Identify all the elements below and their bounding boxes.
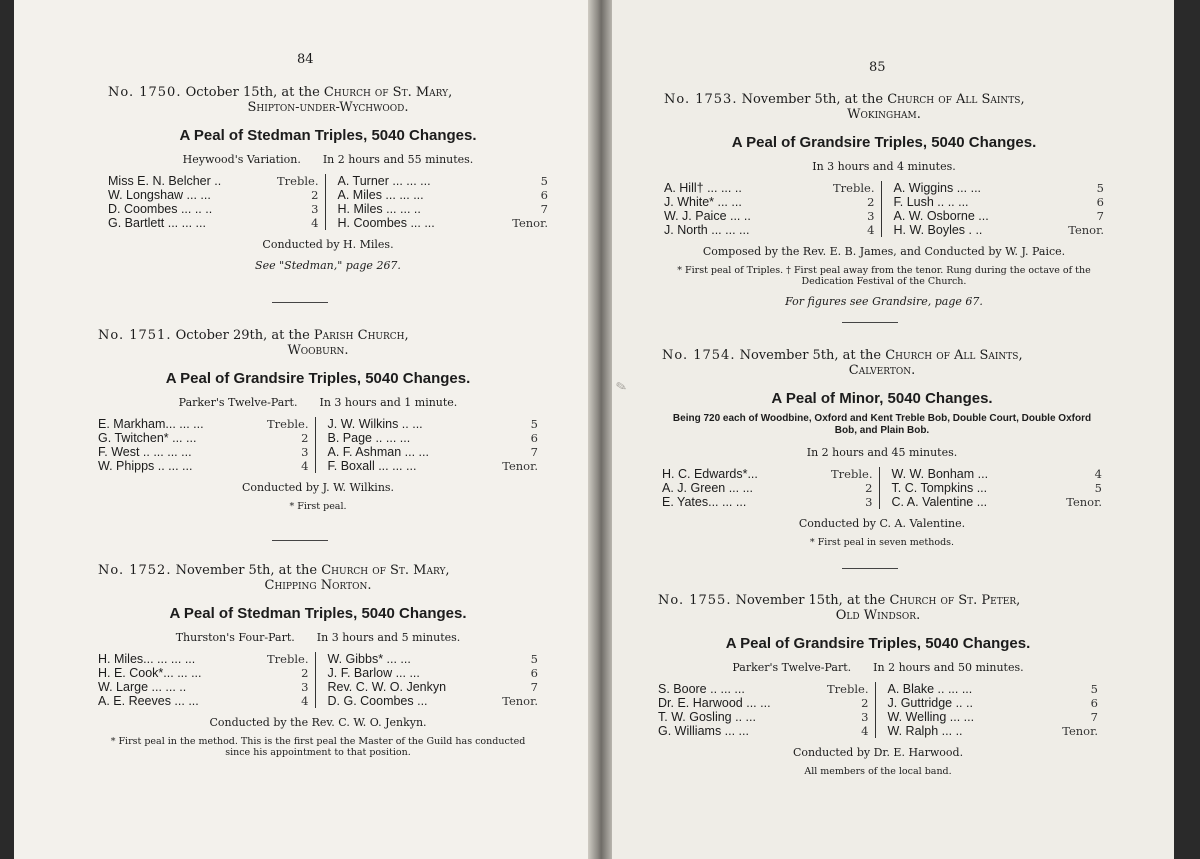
- peal-conductor: Conducted by C. A. Valentine.: [798, 517, 966, 530]
- method-note: Parker's Twelve-Part.: [732, 661, 852, 674]
- ringer-name: F. West .. ... ... ...: [98, 445, 192, 459]
- ringers-table: [664, 181, 1104, 237]
- bell-position: 6: [530, 431, 538, 445]
- ringer-row: [98, 666, 309, 680]
- ringer-name: T. C. Tompkins ...: [891, 481, 988, 495]
- ringer-name: H. Miles... ... ... ...: [98, 652, 196, 666]
- ringer-row: [338, 216, 549, 230]
- bell-position: 6: [540, 188, 548, 202]
- bell-position: 4: [867, 223, 875, 237]
- peal-method-line: [108, 153, 548, 166]
- ringer-row: [888, 682, 1099, 696]
- ringer-name: J. North ... ... ...: [664, 223, 750, 237]
- ringers-column-right: [876, 682, 1099, 738]
- ringer-name: D. G. Coombes ...: [327, 694, 428, 708]
- ringer-row: [328, 459, 539, 473]
- ringer-name: W. Gibbs* ... ...: [327, 652, 411, 666]
- peal-reference: For figures see Grandsire, page 67.: [785, 295, 983, 308]
- ringer-row: [108, 188, 319, 202]
- ringers-column-left: [98, 417, 316, 473]
- peal-method-line: [98, 631, 538, 644]
- peal-duration: In 3 hours and 1 minute.: [319, 396, 458, 409]
- ringer-row: [658, 696, 869, 710]
- ringer-row: [108, 216, 319, 230]
- ringer-name: J. W. Wilkins .. ...: [327, 417, 423, 431]
- ringer-name: Dr. E. Harwood ... ...: [658, 696, 771, 710]
- ringer-row: [664, 209, 875, 223]
- ringer-row: [328, 680, 539, 694]
- peal-conductor: Conducted by the Rev. C. W. O. Jenkyn.: [209, 716, 427, 729]
- ringer-name: H. W. Boyles . ..: [893, 223, 983, 237]
- bell-position: Treble.: [831, 467, 873, 481]
- bell-position: 6: [530, 666, 538, 680]
- bell-position: 5: [1094, 481, 1102, 495]
- peal-number: No. 1753.: [664, 92, 738, 107]
- bell-position: 2: [865, 481, 873, 495]
- bell-position: 5: [530, 417, 538, 431]
- peal-entry: [658, 593, 1098, 777]
- ringer-name: W. J. Paice ... ..: [664, 209, 751, 223]
- peal-title: A Peal of Grandsire Triples, 5040 Changes.: [731, 134, 1037, 151]
- ringer-row: [328, 694, 539, 708]
- ringer-name: A. F. Ashman ... ...: [327, 445, 429, 459]
- ringer-row: [894, 223, 1105, 237]
- ringer-name: J. F. Barlow ... ...: [327, 666, 420, 680]
- ringers-column-left: [662, 467, 880, 509]
- page-number: 85: [869, 60, 886, 75]
- ringer-name: J. White* ... ...: [664, 195, 742, 209]
- ringer-row: [98, 680, 309, 694]
- ringer-row: [98, 417, 309, 431]
- peal-entry: [108, 85, 548, 272]
- ringer-row: [98, 431, 309, 445]
- ringer-row: [338, 174, 549, 188]
- peal-number: No. 1750.: [108, 85, 182, 100]
- peal-place: Parish Church,: [313, 328, 409, 343]
- ringer-name: W. Phipps .. ... ...: [98, 459, 193, 473]
- bell-position: Treble.: [827, 682, 869, 696]
- ringer-name: W. Longshaw ... ...: [108, 188, 211, 202]
- ringer-name: G. Twitchen* ... ...: [98, 431, 197, 445]
- ringers-table: [98, 417, 538, 473]
- peal-conductor: Conducted by J. W. Wilkins.: [241, 481, 395, 494]
- bell-position: Treble.: [833, 181, 875, 195]
- ringer-row: [662, 495, 873, 509]
- peal-method-line: [662, 446, 1102, 459]
- peal-date: November 15th, at the: [735, 593, 890, 608]
- peal-date: November 5th, at the: [175, 563, 322, 578]
- peal-duration: In 2 hours and 55 minutes.: [322, 153, 474, 166]
- bell-position: 4: [301, 694, 309, 708]
- bell-position: 5: [530, 652, 538, 666]
- method-note: Parker's Twelve-Part.: [178, 396, 298, 409]
- peal-footnote: * First peal.: [289, 501, 347, 512]
- ringer-row: [108, 202, 319, 216]
- peal-date: October 15th, at the: [185, 85, 324, 100]
- ringer-row: [328, 417, 539, 431]
- ringers-column-right: [316, 417, 539, 473]
- ringer-name: F. Boxall ... ... ...: [327, 459, 417, 473]
- ringers-column-right: [316, 652, 539, 708]
- ringer-name: E. Yates... ... ...: [662, 495, 747, 509]
- bell-position: Tenor.: [1062, 724, 1098, 738]
- ringer-name: E. Markham... ... ...: [98, 417, 204, 431]
- peal-entry: [664, 92, 1104, 308]
- peal-entry: [98, 563, 538, 758]
- bell-position: 5: [1090, 682, 1098, 696]
- bell-position: 5: [540, 174, 548, 188]
- peal-title: A Peal of Grandsire Triples, 5040 Changes.: [725, 635, 1031, 652]
- ringer-name: A. Blake .. ... ...: [887, 682, 973, 696]
- bell-position: 6: [1096, 195, 1104, 209]
- ringer-row: [662, 467, 873, 481]
- bell-position: 2: [301, 666, 309, 680]
- bell-position: 3: [867, 209, 875, 223]
- peal-place-line2: Chipping Norton.: [264, 578, 372, 593]
- peal-duration: In 3 hours and 4 minutes.: [812, 160, 956, 173]
- bell-position: Tenor.: [512, 216, 548, 230]
- ringer-name: W. W. Bonham ...: [891, 467, 989, 481]
- bell-position: 4: [311, 216, 319, 230]
- bell-position: 3: [301, 680, 309, 694]
- peal-title: A Peal of Grandsire Triples, 5040 Changes.: [165, 370, 471, 387]
- ringer-name: G. Bartlett ... ... ...: [108, 216, 206, 230]
- ringer-name: B. Page .. ... ...: [327, 431, 411, 445]
- peal-footnote: All members of the local band.: [804, 766, 952, 777]
- ringers-column-left: [664, 181, 882, 237]
- peal-place-line2: Calverton.: [848, 363, 916, 378]
- ringers-column-left: [98, 652, 316, 708]
- ringer-row: [338, 202, 549, 216]
- bell-position: Tenor.: [502, 459, 538, 473]
- ringers-column-right: [882, 181, 1105, 237]
- peal-duration: In 2 hours and 45 minutes.: [806, 446, 958, 459]
- bell-position: 4: [861, 724, 869, 738]
- peal-conductor: Conducted by Dr. E. Harwood.: [792, 746, 964, 759]
- peal-duration: In 3 hours and 5 minutes.: [316, 631, 461, 644]
- bell-position: 2: [311, 188, 319, 202]
- ringer-row: [894, 181, 1105, 195]
- ringer-row: [888, 710, 1099, 724]
- ringer-name: A. E. Reeves ... ...: [98, 694, 199, 708]
- bell-position: 4: [301, 459, 309, 473]
- peal-footnote: * First peal of Triples. † First peal away from the tenor. Rung during the octave of the Dedication Festival of the Church.: [677, 265, 1091, 287]
- bell-position: 6: [1090, 696, 1098, 710]
- peal-subtitle: Being 720 each of Woodbine, Oxford and Kent Treble Bob, Double Court, Double Oxford Bob, and Plain Bob.: [672, 413, 1092, 436]
- ringer-name: S. Boore .. ... ...: [658, 682, 745, 696]
- ringer-row: [664, 223, 875, 237]
- ringer-name: J. Guttridge .. ..: [887, 696, 973, 710]
- peal-conductor: Composed by the Rev. E. B. James, and Conducted by W. J. Paice.: [702, 245, 1066, 258]
- ringer-name: W. Large ... ... ..: [98, 680, 187, 694]
- ringers-table: [658, 682, 1098, 738]
- pencil-marks: ✎: [614, 379, 629, 396]
- peal-footnote: * First peal in seven methods.: [809, 537, 955, 548]
- peal-place: Church of All Saints,: [887, 92, 1025, 107]
- peal-header: [98, 563, 538, 593]
- bell-position: Treble.: [267, 417, 309, 431]
- peal-place-line2: Old Windsor.: [835, 608, 921, 623]
- bell-position: 5: [1096, 181, 1104, 195]
- ringer-row: [328, 445, 539, 459]
- peal-footnote: * First peal in the method. This is the first peal the Master of the Guild has conducted since his appointment to that position.: [110, 736, 526, 758]
- bell-position: 4: [1094, 467, 1102, 481]
- ringer-row: [98, 694, 309, 708]
- section-divider: [842, 568, 898, 569]
- ringer-name: C. A. Valentine ...: [891, 495, 988, 509]
- ringers-table: [108, 174, 548, 230]
- ringer-row: [892, 467, 1103, 481]
- bell-position: Tenor.: [502, 694, 538, 708]
- peal-number: No. 1752.: [98, 563, 172, 578]
- ringer-name: H. C. Edwards*...: [662, 467, 758, 481]
- bell-position: 3: [865, 495, 873, 509]
- bell-position: 7: [1090, 710, 1098, 724]
- bell-position: 2: [301, 431, 309, 445]
- book-gutter: [588, 0, 612, 859]
- peal-place: Church of St. Mary,: [323, 85, 453, 100]
- peal-number: No. 1754.: [662, 348, 736, 363]
- ringer-row: [328, 431, 539, 445]
- peal-place: Church of St. Peter,: [889, 593, 1021, 608]
- ringer-name: G. Williams ... ...: [658, 724, 749, 738]
- bell-position: 7: [1096, 209, 1104, 223]
- ringer-row: [892, 495, 1103, 509]
- ringers-column-right: [880, 467, 1103, 509]
- ringer-row: [894, 195, 1105, 209]
- peal-date: October 29th, at the: [175, 328, 314, 343]
- ringer-name: H. Coombes ... ...: [337, 216, 435, 230]
- ringer-name: A. Hill† ... ... ..: [664, 181, 742, 195]
- bell-position: 2: [861, 696, 869, 710]
- ringer-row: [894, 209, 1105, 223]
- peal-duration: In 2 hours and 50 minutes.: [873, 661, 1024, 674]
- peal-method-line: [658, 661, 1098, 674]
- bell-position: 3: [861, 710, 869, 724]
- ringer-name: W. Ralph ... ..: [887, 724, 963, 738]
- method-note: Heywood's Variation.: [182, 153, 301, 166]
- peal-header: [108, 85, 548, 115]
- bell-position: 2: [867, 195, 875, 209]
- peal-header: [658, 593, 1098, 623]
- bell-position: Tenor.: [1066, 495, 1102, 509]
- ringers-table: [662, 467, 1102, 509]
- peal-title: A Peal of Minor, 5040 Changes.: [771, 390, 993, 407]
- ringer-name: A. Miles ... ... ...: [337, 188, 424, 202]
- bell-position: 3: [311, 202, 319, 216]
- bell-position: Tenor.: [1068, 223, 1104, 237]
- ringer-row: [338, 188, 549, 202]
- peal-title: A Peal of Stedman Triples, 5040 Changes.: [169, 605, 467, 622]
- peal-date: November 5th, at the: [741, 92, 888, 107]
- peal-place: Church of All Saints,: [885, 348, 1023, 363]
- ringer-row: [664, 181, 875, 195]
- ringer-row: [658, 724, 869, 738]
- peal-header: [664, 92, 1104, 122]
- ringer-name: Rev. C. W. O. Jenkyn: [327, 680, 447, 694]
- ringer-name: A. W. Osborne ...: [893, 209, 989, 223]
- ringers-column-left: [108, 174, 326, 230]
- peal-place-line2: Wokingham.: [847, 107, 921, 122]
- ringers-column-right: [326, 174, 549, 230]
- peal-entry: [98, 328, 538, 512]
- section-divider: [272, 540, 328, 541]
- ringer-row: [98, 652, 309, 666]
- bell-position: Treble.: [277, 174, 319, 188]
- ringers-column-left: [658, 682, 876, 738]
- ringer-row: [658, 710, 869, 724]
- section-divider: [842, 322, 898, 323]
- peal-title: A Peal of Stedman Triples, 5040 Changes.: [179, 127, 477, 144]
- peal-date: November 5th, at the: [739, 348, 886, 363]
- ringer-row: [662, 481, 873, 495]
- peal-entry: [662, 348, 1102, 548]
- ringer-name: A. Wiggins ... ...: [893, 181, 982, 195]
- peal-header: [98, 328, 538, 358]
- ringer-row: [328, 652, 539, 666]
- peal-number: No. 1751.: [98, 328, 172, 343]
- ringer-row: [98, 459, 309, 473]
- peal-reference: See "Stedman," page 267.: [255, 259, 401, 272]
- peal-conductor: Conducted by H. Miles.: [262, 238, 394, 251]
- ringer-name: Miss E. N. Belcher ..: [108, 174, 222, 188]
- method-note: Thurston's Four-Part.: [175, 631, 295, 644]
- peal-place-line2: Shipton-under-Wychwood.: [247, 100, 409, 115]
- bell-position: 3: [301, 445, 309, 459]
- peal-method-line: [664, 160, 1104, 173]
- peal-header: [662, 348, 1102, 378]
- peal-number: No. 1755.: [658, 593, 732, 608]
- ringers-table: [98, 652, 538, 708]
- ringer-name: A. J. Green ... ...: [662, 481, 754, 495]
- ringer-row: [888, 724, 1099, 738]
- ringer-row: [664, 195, 875, 209]
- ringer-row: [888, 696, 1099, 710]
- ringer-row: [658, 682, 869, 696]
- ringer-name: W. Welling ... ...: [887, 710, 975, 724]
- bell-position: 7: [530, 680, 538, 694]
- bell-position: 7: [530, 445, 538, 459]
- peal-place: Church of St. Mary,: [321, 563, 450, 578]
- ringer-name: F. Lush .. .. ...: [893, 195, 969, 209]
- ringer-row: [892, 481, 1103, 495]
- peal-place-line2: Wooburn.: [287, 343, 349, 358]
- bell-position: Treble.: [267, 652, 309, 666]
- ringer-name: T. W. Gosling .. ...: [658, 710, 756, 724]
- peal-method-line: [98, 396, 538, 409]
- ringer-row: [98, 445, 309, 459]
- bell-position: 7: [540, 202, 548, 216]
- page-number: 84: [297, 52, 314, 67]
- ringer-name: A. Turner ... ... ...: [337, 174, 431, 188]
- ringer-row: [328, 666, 539, 680]
- ringer-name: D. Coombes ... .. ..: [108, 202, 213, 216]
- ringer-row: [108, 174, 319, 188]
- ringer-name: H. E. Cook*... ... ...: [98, 666, 202, 680]
- ringer-name: H. Miles ... ... ..: [337, 202, 421, 216]
- section-divider: [272, 302, 328, 303]
